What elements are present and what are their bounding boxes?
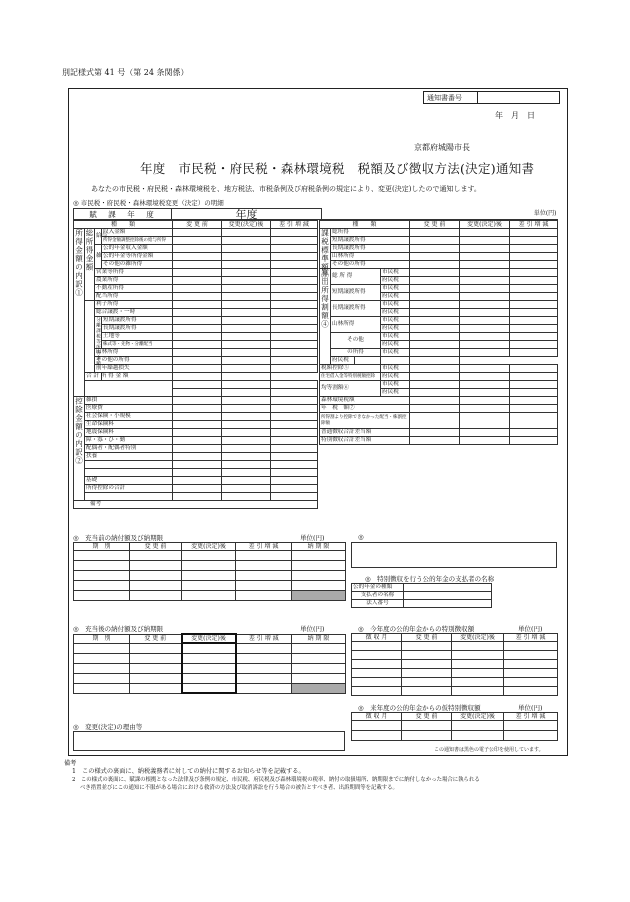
r-other2b: の所得 — [331, 349, 381, 357]
stocks-income: 株式等・先物・分離配当 — [102, 341, 173, 349]
notice-number-value[interactable] — [478, 92, 559, 103]
city-label: 市民税 — [381, 349, 410, 357]
spouse: 配偶者・配偶者特別 — [85, 445, 173, 453]
next-pension-table — [351, 712, 558, 741]
pref-label: 府民税 — [381, 373, 410, 381]
n-col-3: 変更(決定)後 — [452, 713, 504, 721]
pref-label: 府民税 — [331, 357, 355, 365]
city-label: 市民税 — [381, 301, 410, 309]
r-long-term: 長期譲渡所得 — [331, 245, 410, 253]
section2-title: ◎ 充当前の納付額及び納期限 — [73, 534, 164, 542]
tax-table — [319, 220, 558, 445]
forestry-income: 山林所得 — [95, 349, 173, 357]
payer-row-2: 支払者の名称 — [352, 592, 404, 600]
equal-split: 均等割額⑥ — [320, 381, 381, 397]
other-misc: その他の雑所得 — [102, 261, 173, 269]
city-label: 市民税 — [381, 333, 410, 341]
current-pension-title: ◎ 今年度の公的年金からの特別徴収額 — [358, 625, 475, 633]
r-other-income: その他の所得 — [331, 261, 410, 269]
city-label: 市民税 — [381, 381, 410, 389]
total-income-label: 総所得金額 — [85, 229, 95, 301]
pref-label: 府民税 — [381, 325, 410, 333]
remarks-title: 備考 — [64, 760, 77, 767]
next-pension-title: ◎ 来年度の公的年金からの仮特別徴収額 — [358, 704, 481, 712]
tax-credit: 税額控除⑤ — [320, 365, 381, 373]
blank-box — [351, 542, 557, 568]
misc-label: 雑 — [95, 245, 102, 269]
dividend-income: 配当所得 — [95, 293, 173, 301]
r-short-term2: 短期譲渡所得 — [331, 285, 381, 301]
blank-box-mark: ◎ — [358, 533, 364, 541]
n-col-2: 変 更 前 — [402, 713, 452, 721]
deduction-total: 所得控除の合計 — [85, 485, 173, 493]
pref-label: 府民税 — [381, 277, 410, 285]
city-label: 市民税 — [381, 317, 410, 325]
after-header-right: 変更(決定)後 — [460, 221, 510, 229]
q-col-5: 納 期 限 — [292, 634, 346, 643]
business-income: 営業等所得 — [95, 269, 173, 277]
pref-label: 府民税 — [381, 341, 410, 349]
pref-label: 府民税 — [381, 309, 410, 317]
city-label: 市民税 — [381, 365, 410, 373]
city-label: 市民税 — [381, 269, 410, 277]
annual-tax: 年 税 額⑦ — [320, 405, 410, 413]
after-header: 変更(決定)後 — [222, 221, 271, 229]
city-label: 市民税 — [381, 285, 410, 293]
long-term-income: 長期譲渡所得 — [102, 325, 173, 333]
dependent: 扶養 — [85, 453, 173, 461]
quake-ins: 地震保険料 — [85, 429, 173, 437]
pension-income: 公的年金収入金額 — [102, 245, 173, 253]
basic: 基礎 — [85, 477, 173, 485]
post-payment-table — [73, 633, 346, 694]
p-col-4: 差 引 増 減 — [236, 543, 292, 551]
salary-label: 給与 — [95, 229, 102, 245]
payer-row-1: 公的年金の種類 — [352, 584, 404, 592]
interest-income: 利子所得 — [95, 301, 173, 309]
kind-header: 種 類 — [74, 221, 173, 229]
notice-number-box — [423, 91, 560, 104]
notice-number-label: 通知書番号 — [424, 92, 478, 103]
footer-note: この通知書は黒色の電子公印を使用しています。 — [434, 747, 544, 753]
carryover-loss: 前年繰越損失 — [95, 365, 173, 373]
c-col-3: 変更(決定)後 — [452, 634, 504, 642]
tax-year-row — [73, 208, 558, 220]
computed-tax-label: 算出所得割額④ — [320, 269, 331, 365]
salary-note: 所得金額調整控除後の給与所得 — [102, 237, 173, 245]
r-forestry2: 山林所得 — [331, 317, 381, 333]
p-col-2: 変 更 前 — [130, 543, 182, 551]
other-income: その他の所得 — [95, 357, 173, 365]
payer-table — [351, 583, 492, 608]
reason-box[interactable] — [73, 731, 345, 751]
remarks-block — [64, 760, 480, 792]
separate-label: 分離課税等所得金額 — [95, 317, 101, 367]
section4-title: ◎ 変更(決定)の理由等 — [73, 723, 143, 731]
land-income: 土地等 — [102, 333, 173, 341]
real-estate-income: 不動産所得 — [95, 285, 173, 293]
r-total-income: 総所得 — [331, 229, 410, 237]
remark-3: べき措置並びにこの通知に不服がある場合における救済の方法及び取消訴訟を行う場合の被告とすべき者、出訴期間等を記載する。 — [80, 785, 398, 791]
current-pension-table — [351, 633, 558, 696]
section3-title: ◎ 充当後の納付額及び納期限 — [73, 625, 164, 633]
c-col-4: 差 引 増 減 — [504, 634, 558, 642]
lead-text: あなたの市民税・府民税・森林環境税を、地方税法、市税条例及び府税条例の規定により、変更(決定)したので通知します。 — [91, 185, 481, 193]
comprehensive-income: 総合譲渡・一時 — [95, 309, 173, 317]
p-col-1: 期 別 — [74, 543, 130, 551]
q-col-2: 変 更 前 — [130, 634, 182, 643]
current-pension-unit: 単位(円) — [518, 625, 543, 633]
ordinary-total: 普通徴収合計差当額 — [320, 429, 410, 437]
taxable-standard-label: 課税標準額③ — [320, 229, 330, 280]
section3-unit: 単位(円) — [300, 625, 325, 633]
payer-title: ◎ 特別徴収を行う公的年金の支払者の名称 — [365, 575, 495, 583]
medical: 医療費 — [85, 405, 173, 413]
payer-row-3: 法人番号 — [352, 600, 404, 608]
diff-header-right: 差 引 増 減 — [510, 221, 558, 229]
n-col-1: 徴 収 月 — [352, 713, 402, 721]
pension-etc: 公的年金等所得金額 — [102, 253, 173, 261]
r-short-term: 短期譲渡所得 — [331, 237, 410, 245]
salary-income: 収入金額 — [102, 229, 173, 237]
section1-title: ◎ 市民税・府民税・森林環境税変更（決定）の明細 — [73, 199, 224, 207]
r-other2a: その他 — [347, 337, 364, 343]
n-col-4: 差 引 増 減 — [504, 713, 558, 721]
housing-loan: 住宅借入金等特別税額控除 — [320, 373, 381, 381]
before-header-right: 変 更 前 — [410, 221, 460, 229]
pre-payment-table — [73, 542, 346, 601]
social-ins: 社会保険・小規模 — [85, 413, 173, 421]
c-col-1: 徴 収 月 — [352, 634, 402, 642]
total-income-amount: 合 計 所 得 金 額 — [86, 373, 129, 379]
issuer: 京都府城陽市長 — [414, 143, 470, 152]
q-col-4: 差 引 増 減 — [236, 634, 292, 643]
pref-label: 府民税 — [381, 293, 410, 301]
p-col-5: 納 期 限 — [292, 543, 346, 551]
short-term-income: 短期譲渡所得 — [102, 317, 173, 325]
date-line: 年 月 日 — [495, 111, 535, 120]
page-title: 年度 市民税・府民税・森林環境税 税額及び徴収方法(決定)通知書 — [140, 161, 535, 176]
dividend-note: 所得割より控除できなかった配当・株割控除額 — [320, 413, 410, 429]
unit-label: 単位(円) — [322, 209, 558, 220]
remark-1: 1 この様式の裏面に、納税義務者に対しての納付に関するお知らせ等を記載する。 — [72, 768, 305, 775]
r-total-income2: 総 所 得 — [331, 269, 381, 285]
diff-header: 差 引 増 減 — [271, 221, 318, 229]
pref-label: 府民税 — [381, 389, 410, 397]
agriculture-income: 農業所得 — [95, 277, 173, 285]
life-ins: 生命保険料 — [85, 421, 173, 429]
tax-year-label: 賦 課 年 度 — [74, 209, 172, 220]
special-total: 特別徴収合計差当額 — [320, 437, 410, 445]
p-col-3: 変更(決定)後 — [182, 543, 236, 551]
remark-2: 2 この様式の裏面に、賦課の根拠となった法律及び条例の規定、市民税、府民税及び森林環境税の税率、納付の取扱場所、納期限までに納付しなかった場合に執られる — [72, 777, 480, 783]
section2-unit: 単位(円) — [300, 534, 325, 542]
q-col-3: 変更(決定)後 — [182, 634, 236, 643]
casualty: 雑損 — [85, 397, 173, 405]
r-long-term2: 長期譲渡所得 — [331, 301, 381, 317]
next-pension-unit: 単位(円) — [518, 704, 543, 712]
income-breakdown-label: 所得金額の内訳① — [74, 229, 85, 397]
tax-year-value: 年度 — [172, 209, 322, 220]
disabled: 障・寡・ひ・勤 — [85, 437, 173, 445]
q-col-1: 期 別 — [74, 634, 130, 643]
before-header: 変 更 前 — [173, 221, 222, 229]
forest-env-tax: 森林環境税額 — [320, 397, 410, 405]
form-label: 別記様式第 41 号（第 24 条関係） — [62, 68, 189, 77]
r-forestry: 山林所得 — [331, 253, 410, 261]
remarks-label: 備考 — [74, 501, 318, 509]
kind-header-right: 種 類 — [320, 221, 410, 229]
income-table — [73, 220, 318, 509]
deduction-breakdown-label: 控除金額の内訳② — [74, 397, 85, 501]
c-col-2: 変 更 前 — [402, 634, 452, 642]
